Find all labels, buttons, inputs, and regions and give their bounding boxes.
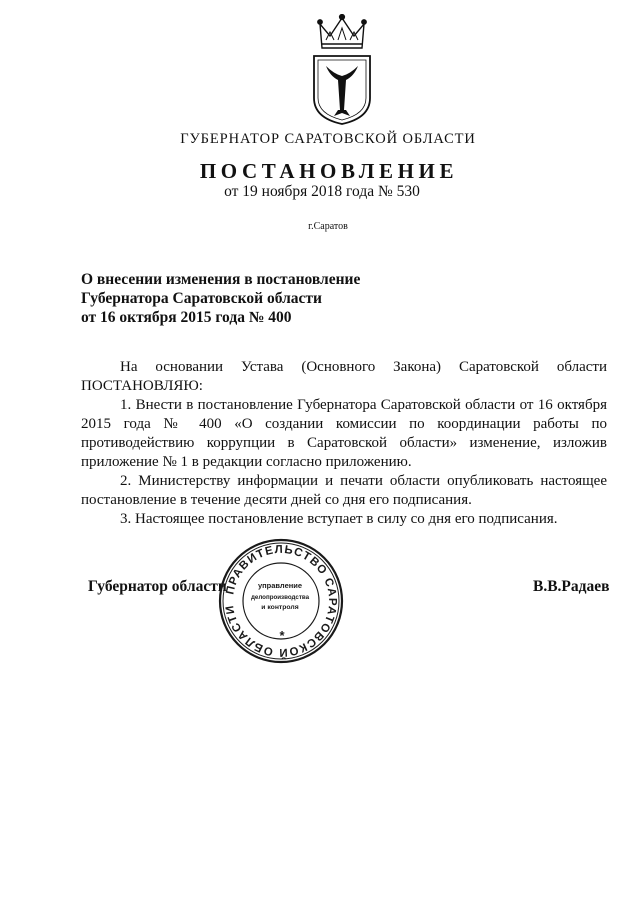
preamble-paragraph: На основании Устава (Основного Закона) Саратовской области <box>120 359 607 375</box>
body-item-2: 2. Министерству информации и печати области опубликовать настоящее постановление в течение десяти дней со дня его подписания. <box>81 473 607 508</box>
official-stamp-seal <box>216 536 346 666</box>
document-subject <box>81 270 401 327</box>
coat-of-arms-icon <box>308 14 376 126</box>
subject-line: от 16 октября 2015 года № 400 <box>81 309 292 326</box>
document-type-title: ПОСТАНОВЛЕНИЕ <box>199 159 459 183</box>
svg-text:*: * <box>279 628 285 643</box>
svg-text:управление: управление <box>257 581 303 590</box>
subject-line: О внесении изменения в постановление <box>81 271 361 288</box>
document-date-number: от 19 ноября 2018 года № 530 <box>224 183 420 200</box>
preamble-decree-word: ПОСТАНОВЛЯЮ: <box>81 378 203 394</box>
signature-position: Губернатор области <box>88 578 227 595</box>
organization-title: ГУБЕРНАТОР САРАТОВСКОЙ ОБЛАСТИ <box>180 131 476 147</box>
document-place: г.Саратов <box>308 221 348 232</box>
subject-line: Губернатора Саратовской области <box>81 290 322 307</box>
svg-text:делопроизводства: делопроизводства <box>250 594 310 601</box>
svg-text:и контроля: и контроля <box>261 604 299 611</box>
body-item-3: 3. Настоящее постановление вступает в силу со дня его подписания. <box>120 511 558 527</box>
body-item-1: 1. Внести в постановление Губернатора Саратовской области от 16 октября 2015 года № 400 «О создании комиссии по координации работы по противодействию коррупции в Саратовской области» изменение, изложив приложение № 1 в редакции согласно приложению. <box>81 397 607 470</box>
svg-text:ПРАВИТЕЛЬСТВО САРАТОВСКОЙ ОБЛА: ПРАВИТЕЛЬСТВО САРАТОВСКОЙ ОБЛАСТИ <box>223 543 339 659</box>
document-body <box>81 358 607 529</box>
signature-name: В.В.Радаев <box>533 578 610 595</box>
